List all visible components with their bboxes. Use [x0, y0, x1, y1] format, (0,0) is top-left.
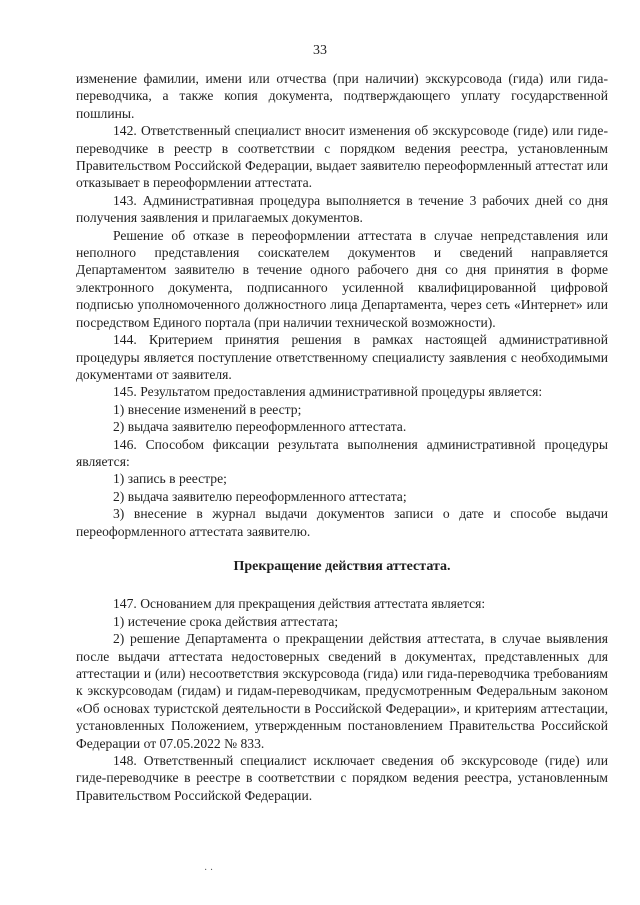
scan-speck: · ·	[204, 865, 214, 876]
paragraph: 1) внесение изменений в реестр;	[113, 401, 302, 417]
paragraph: изменение фамилии, имени или отчества (при наличии) экскурсовода (гида) или гида-переводчика, а также копия документа, подтверждающего уплату государственной пошлины.	[76, 71, 608, 121]
paragraph: 3) внесение в журнал выдачи документов записи о дате и способе выдачи переоформленного аттестата заявителю.	[76, 506, 608, 539]
paragraph: 2) выдача заявителю переоформленного аттестата;	[113, 488, 407, 504]
paragraph: 144. Критерием принятия решения в рамках настоящей административной процедуры является поступление ответственному специалисту заявления с необходимыми документами от заявителя.	[76, 332, 608, 382]
paragraph: 146. Способом фиксации результата выполнения административной процедуры является:	[76, 436, 608, 469]
page-number: 33	[313, 43, 327, 58]
section-after	[76, 595, 608, 804]
section-heading: Прекращение действия аттестата.	[233, 558, 451, 574]
paragraph: 148. Ответственный специалист исключает сведения об экскурсоводе (гиде) или гиде-переводчике в реестре в соответствии с порядком ведения реестра, установленным Правительством Российской Федерации.	[76, 753, 608, 803]
section-before	[76, 70, 608, 540]
paragraph: 2) выдача заявителю переоформленного аттестата.	[113, 419, 407, 435]
document-body	[76, 70, 608, 804]
paragraph: 143. Административная процедура выполняется в течение 3 рабочих дней со дня получения заявления и прилагаемых документов.	[76, 192, 608, 226]
paragraph: 2) решение Департамента о прекращении действия аттестата, в случае выявления после выдачи аттестата недостоверных сведений в документах, представленных для аттестации и (или) несоответствия экскурсовода (гида) или гида-переводчика требованиям к экскурсоводам (гидам) и гидам-переводчикам, предусмотренным Федеральным законом «Об основах туристской деятельности в Российской Федерации», и критериям аттестации, установленных Положением, утвержденным постановлением Правительства Российской Федерации от 07.05.2022 № 833.	[76, 631, 608, 751]
paragraph: 142. Ответственный специалист вносит изменения об экскурсоводе (гиде) или гиде-переводчике в реестр в соответствии с порядком ведения реестра, установленным Правительством Российской Федерации, выдает заявителю переоформленный аттестат или отказывает в переоформлении аттестата.	[76, 123, 608, 191]
paragraph: Решение об отказе в переоформлении аттестата в случае непредставления или неполного представления соискателем документов и сведений направляется Департаментом заявителю в течение одного рабочего дня со дня принятия в форме электронного документа, подписанного усиленной квалифицированной цифровой подписью уполномоченного должностного лица Департамента, через сеть «Интернет» или посредством Единого портала (при наличии технической возможности).	[76, 227, 608, 330]
paragraph: 1) истечение срока действия аттестата;	[113, 613, 339, 629]
paragraph: 145. Результатом предоставления административной процедуры является:	[113, 384, 543, 400]
paragraph: 147. Основанием для прекращения действия аттестата является:	[113, 596, 486, 612]
paragraph: 1) запись в реестре;	[113, 471, 227, 487]
